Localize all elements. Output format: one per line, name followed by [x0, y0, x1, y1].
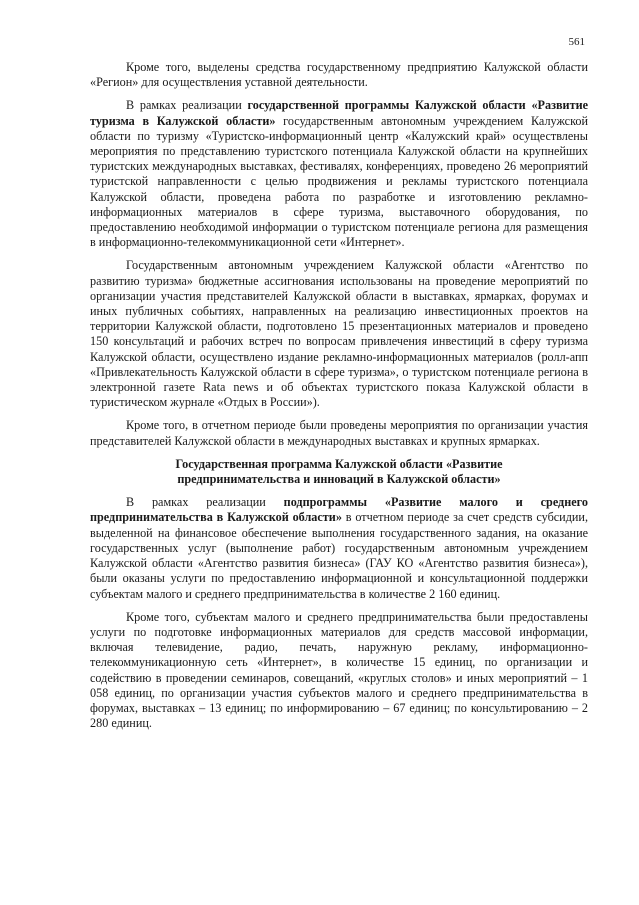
paragraph-body: государственным автономным учреждением Калужской области по туризму «Туристско-информационный центр «Калужский край» осуществлены мероприятия по представлению туристского потенциала Калужской области на крупнейших туристских международных выставках, фестивалях, конференциях, проведено 26 мероприятий туристской направленности с целью продвижения и рекламы туристского потенциала Калужской области, проведена работа по разработке и изготовлению рекламно-информационных материалов в сфере туризма, выставочного оборудования, по предоставлению необходимой информации о туристском потенциале региона для размещения в информационно-телекоммуникационной сети «Интернет». [90, 113, 588, 250]
paragraph-lead: В рамках реализации [126, 98, 248, 113]
paragraph-sme-services: Кроме того, субъектам малого и среднего предпринимательства были предоставлены услуги по подготовке информационных материалов для средств массовой информации, включая телевидение, радио, печать, наружную рекламу, информационно-телекоммуникационную сеть «Интернет», в количестве 15 единиц, по организации и содействию в проведении семинаров, совещаний, «круглых столов» и иных мероприятий – 1 058 единиц, по организации участия субъектов малого и среднего предпринимательства в форумах, выставках – 13 единиц; по информированию – 67 единиц; по консультированию – 2 280 единиц. [90, 609, 588, 731]
paragraph-tourism-program [90, 98, 588, 250]
paragraph-tourism-agency: Государственным автономным учреждением Калужской области «Агентство по развитию туризма» бюджетные ассигнования использованы на проведение мероприятий по организации участия представителей Калужской области в выставках, ярмарках, форумах и иных публичных событиях, направленных на реализацию инвестиционных проектов на территории Калужской области, подготовлено 15 презентационных материалов и проведено 150 консультаций и рабочих встреч по вопросам привлечения инвестиций в сферу туризма Калужской области, осуществлено издание рекламно-информационных материалов (ролл-апп «Привлекательность Калужской области в сфере туризма», о туристском потенциале региона в электронной газете Rata news и об объектах туристского показа Калужской области в туристическом журнале «Отдых в России»). [90, 258, 588, 410]
document-body [90, 60, 588, 739]
subprogram-title: подпрограммы «Развитие малого и среднего предпринимательства в Калужской области» [90, 495, 588, 525]
paragraph-region-funding: Кроме того, выделены средства государственному предприятию Калужской области «Регион» для осуществления уставной деятельности. [90, 60, 588, 90]
paragraph-exhibitions: Кроме того, в отчетном периоде были проведены мероприятия по организации участия представителей Калужской области в международных выставках и крупных ярмарках. [90, 418, 588, 448]
paragraph-body: в отчетном периоде за счет средств субсидии, выделенной на финансовое обеспечение выполнения государственного задания, на оказание государственных услуг (выполнение работ) государственным автономным учреждением Калужской области «Агентство развития бизнеса» (ГАУ КО «Агентство развития бизнеса»), были оказаны услуги по предоставлению информационной и консультационной поддержки субъектам малого и среднего предпринимательства в количестве 2 160 единиц. [90, 510, 588, 601]
program-title: государственной программы Калужской области «Развитие туризма в Калужской области» [90, 98, 588, 128]
section-heading: Государственная программа Калужской области «Развитие предпринимательства и инноваций в Калужской области» [175, 456, 503, 487]
paragraph-lead: В рамках реализации [126, 495, 284, 510]
page-number: 561 [568, 36, 585, 48]
paragraph-sme-subprogram [90, 495, 588, 601]
